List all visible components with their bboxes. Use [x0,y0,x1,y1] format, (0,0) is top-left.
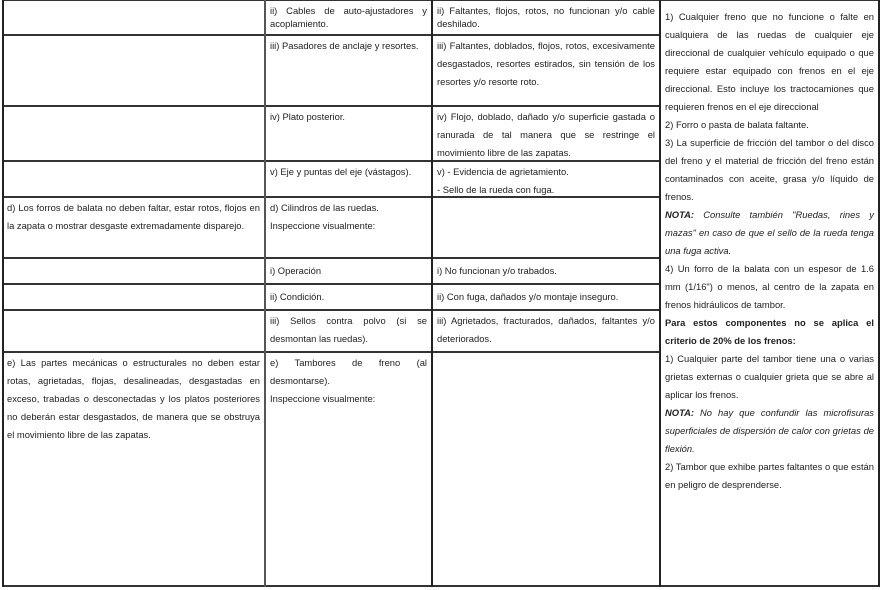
component-cell: iii) Pasadores de anclaje y resortes. [270,40,419,51]
component-cell [265,352,432,586]
defect-cell [432,197,660,258]
component-cell: i) Operación [270,265,322,276]
column-divider [264,0,266,587]
criterion-cell [2,258,265,284]
criterion-cell [2,35,265,106]
oos-note-2 [665,404,874,458]
component-cell: ii) Condición. [270,291,325,302]
row-divider [2,34,660,36]
defect-cell [432,352,660,586]
defect-line: - Sello de la rueda con fuga. [437,184,555,195]
defect-cell: iii) Faltantes, doblados, flojos, rotos, excesivamente desgastados, resortes estirados, sin tensión de los resortes y/o resorte roto. [437,40,655,87]
criterion-cell: d) Los forros de balata no deben faltar, estar rotos, flojos en la zapata o mostrar desgaste extremadamente disparejo. [7,202,260,231]
note-label: NOTA: [665,209,694,220]
row-divider [2,160,660,162]
component-line: Inspeccione visualmente: [270,220,376,231]
oos-bold-heading: Para estos componentes no se aplica el criterio de 20% de los frenos: [665,317,874,346]
note-text: No hay que confundir las microfisuras superficiales de dispersión de calor con grietas de flexión. [665,407,874,454]
criterion-cell [2,284,265,310]
row-divider [2,105,660,107]
defect-cell: ii) Faltantes, flojos, rotos, no funcionan y/o cable deshilado. [437,5,655,29]
note-text: Consulte también "Ruedas, rines y mazas" en caso de que el sello de la rueda tenga una fuga activa. [665,209,874,256]
row-divider [2,196,660,198]
component-cell: v) Eje y puntas del eje (vástagos). [270,166,412,177]
table-border-right [878,0,880,587]
defect-cell [432,161,660,197]
row-divider [2,309,660,311]
defect-cell: ii) Con fuga, dañados y/o montaje inseguro. [437,291,619,302]
criterion-cell [2,161,265,197]
inspection-table [2,0,879,587]
row-divider [2,351,660,353]
defect-cell: iv) Flojo, doblado, dañado y/o superficie gastada o ranurada de tal manera que se restringe el movimiento libre de las zapatas. [437,111,655,158]
table-border-bottom [2,585,879,587]
oos-item-1: 1) Cualquier freno que no funcione o falte en cualquiera de las ruedas de cualquier eje direccional de cualquier vehículo equipado o que requiere estar equipado con frenos en el eje direccional. Esto incluye los tractocamiones que requieren frenos en el eje direccional [665,11,874,112]
oos-drum-item-2: 2) Tambor que exhibe partes faltantes o que están en peligro de desprenderse. [665,461,874,490]
defect-cell: i) No funcionan y/o trabados. [437,265,557,276]
component-cell [265,197,432,258]
table-border-left [2,0,4,587]
oos-drum-item-1: 1) Cualquier parte del tambor tiene una o varias grietas externas o cualquier grieta que se abre al aplicar los frenos. [665,353,874,400]
oos-item-3: 3) La superficie de fricción del tambor o del disco del freno y el material de fricción del freno están contaminados con aceite, grasa y/o líquido de frenos. [665,137,874,202]
oos-note-1 [665,206,874,260]
oos-item-2: 2) Forro o pasta de balata faltante. [665,119,809,130]
component-cell: ii) Cables de auto-ajustadores y acoplamiento. [270,5,427,29]
component-cell: iii) Sellos contra polvo (si se desmontan las ruedas). [270,315,427,344]
oos-item-4: 4) Un forro de la balata con un espesor de 1.6 mm (1/16") o menos, al centro de la zapata en frenos hidráulicos de tambor. [665,263,874,310]
criterion-cell [2,310,265,352]
column-divider [659,0,661,587]
column-divider [431,0,433,587]
row-divider [2,257,660,259]
criterion-cell [2,106,265,161]
criterion-cell [2,0,265,35]
component-line: d) Cilindros de las ruedas. [270,202,379,213]
row-divider [2,283,660,285]
component-line: e) Tambores de freno (al desmontarse). [270,357,427,386]
table-border-top [2,0,879,1]
defect-line: v) - Evidencia de agrietamiento. [437,166,569,177]
criterion-cell: e) Las partes mecánicas o estructurales no deben estar rotas, agrietadas, flojas, desalineadas, desgastadas en exceso, trabadas o desconectadas y los platos posteriores no deberán estar desgastados, de manera que se obstruya el movimiento libre de las zapatas. [7,357,260,440]
note-label: NOTA: [665,407,694,418]
component-cell: iv) Plato posterior. [270,111,346,122]
component-line: Inspeccione visualmente: [270,393,376,404]
out-of-service-cell [660,0,879,586]
defect-cell: iii) Agrietados, fracturados, dañados, faltantes y/o deteriorados. [437,315,655,344]
